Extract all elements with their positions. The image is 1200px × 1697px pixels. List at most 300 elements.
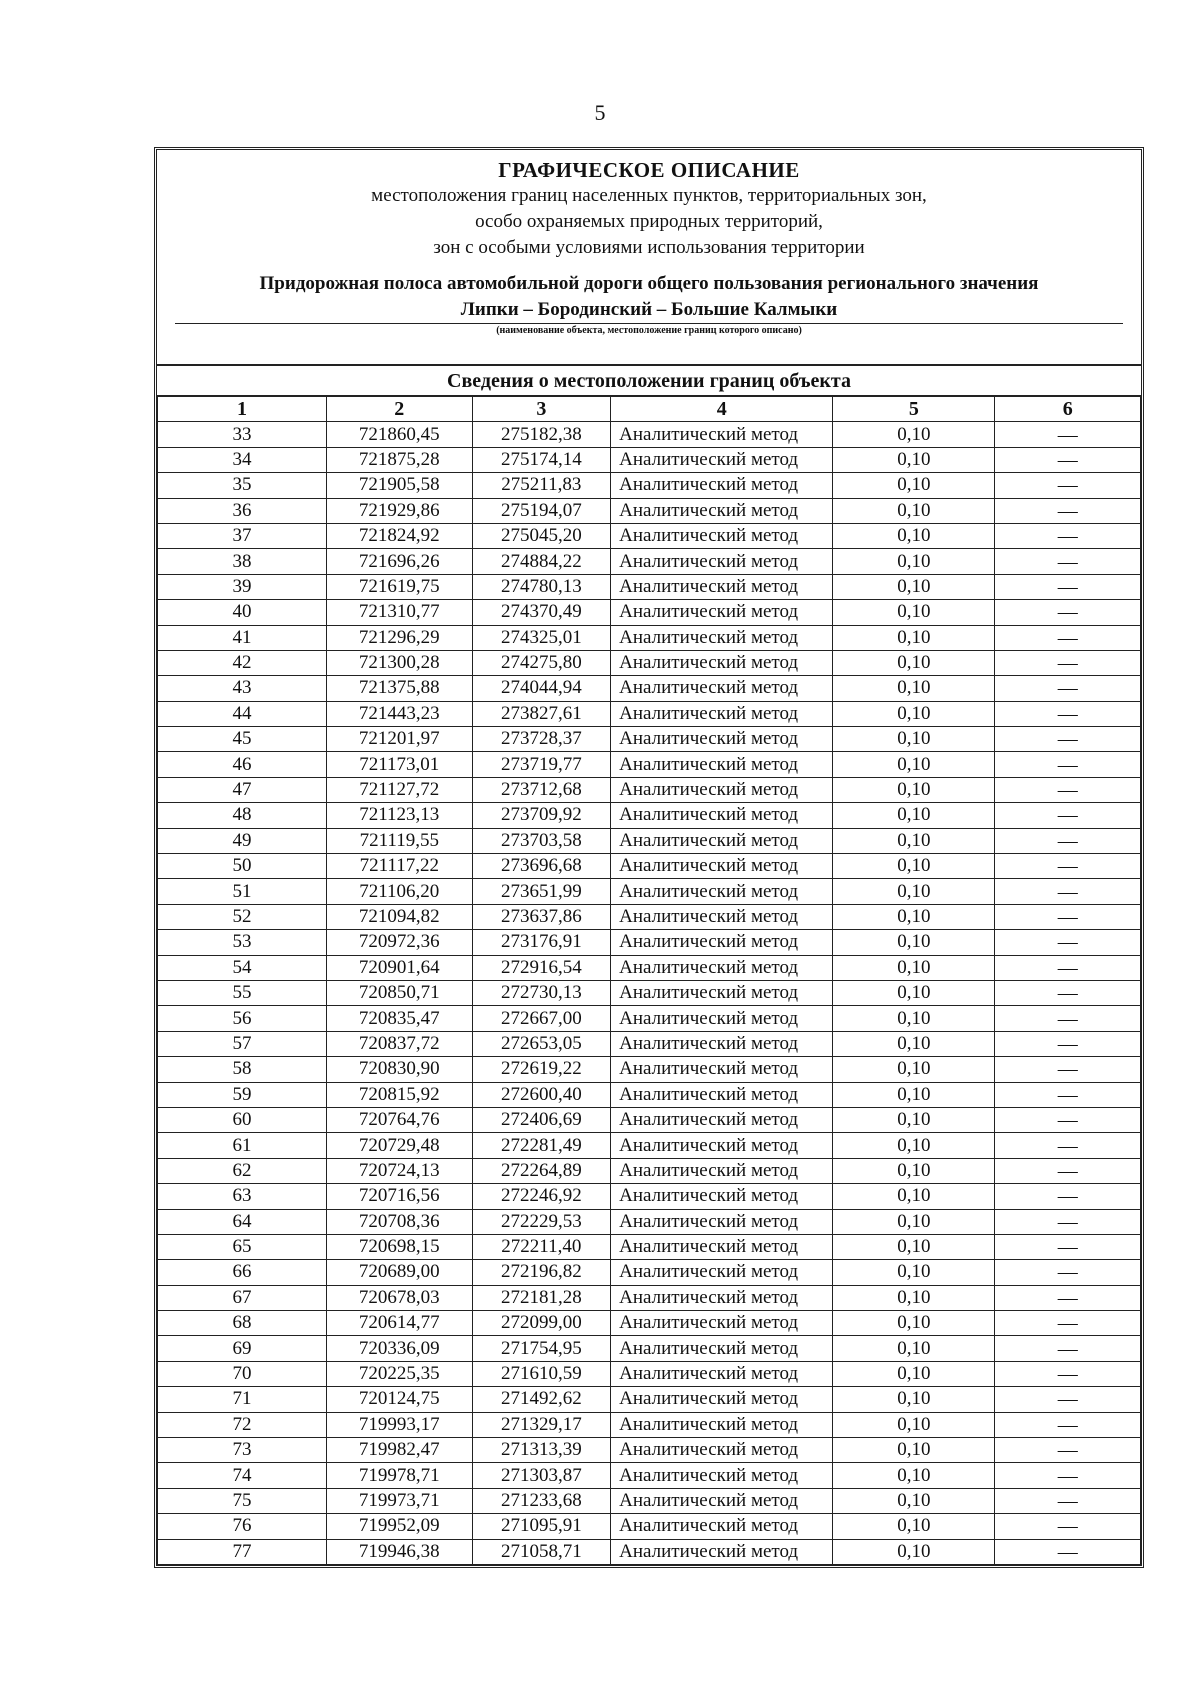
point-number-cell: 45 xyxy=(158,727,327,752)
description-cell: — xyxy=(995,1285,1141,1310)
x-coordinate-cell: 720678,03 xyxy=(327,1285,472,1310)
x-coordinate-cell: 721094,82 xyxy=(327,904,472,929)
method-cell: Аналитический метод xyxy=(611,1438,833,1463)
accuracy-cell: 0,10 xyxy=(833,1438,995,1463)
accuracy-cell: 0,10 xyxy=(833,980,995,1005)
x-coordinate-cell: 720837,72 xyxy=(327,1031,472,1056)
description-cell: — xyxy=(995,1006,1141,1031)
table-row xyxy=(158,828,1141,853)
point-number-cell: 66 xyxy=(158,1260,327,1285)
table-row xyxy=(158,1311,1141,1336)
method-cell: Аналитический метод xyxy=(611,1209,833,1234)
method-cell: Аналитический метод xyxy=(611,904,833,929)
method-cell: Аналитический метод xyxy=(611,1031,833,1056)
accuracy-cell: 0,10 xyxy=(833,1158,995,1183)
y-coordinate-cell: 271058,71 xyxy=(472,1539,611,1564)
column-header: 1 xyxy=(158,396,327,422)
table-row xyxy=(158,904,1141,929)
y-coordinate-cell: 271329,17 xyxy=(472,1412,611,1437)
y-coordinate-cell: 272406,69 xyxy=(472,1107,611,1132)
x-coordinate-cell: 721127,72 xyxy=(327,777,472,802)
y-coordinate-cell: 273719,77 xyxy=(472,752,611,777)
y-coordinate-cell: 273651,99 xyxy=(472,879,611,904)
document-title: ГРАФИЧЕСКОЕ ОПИСАНИЕ xyxy=(498,158,800,182)
method-cell: Аналитический метод xyxy=(611,422,833,447)
method-cell: Аналитический метод xyxy=(611,473,833,498)
table-row xyxy=(158,1463,1141,1488)
method-cell: Аналитический метод xyxy=(611,980,833,1005)
point-number-cell: 35 xyxy=(158,473,327,498)
x-coordinate-cell: 721173,01 xyxy=(327,752,472,777)
method-cell: Аналитический метод xyxy=(611,1234,833,1259)
method-cell: Аналитический метод xyxy=(611,1133,833,1158)
table-row xyxy=(158,1285,1141,1310)
table-row xyxy=(158,1082,1141,1107)
description-cell: — xyxy=(995,980,1141,1005)
column-header: 4 xyxy=(611,396,833,422)
x-coordinate-cell: 720336,09 xyxy=(327,1336,472,1361)
point-number-cell: 44 xyxy=(158,701,327,726)
point-number-cell: 72 xyxy=(158,1412,327,1437)
x-coordinate-cell: 721875,28 xyxy=(327,447,472,472)
column-header: 2 xyxy=(327,396,472,422)
method-cell: Аналитический метод xyxy=(611,523,833,548)
method-cell: Аналитический метод xyxy=(611,727,833,752)
accuracy-cell: 0,10 xyxy=(833,1260,995,1285)
x-coordinate-cell: 720614,77 xyxy=(327,1311,472,1336)
method-cell: Аналитический метод xyxy=(611,701,833,726)
method-cell: Аналитический метод xyxy=(611,1082,833,1107)
x-coordinate-cell: 720724,13 xyxy=(327,1158,472,1183)
point-number-cell: 74 xyxy=(158,1463,327,1488)
x-coordinate-cell: 721619,75 xyxy=(327,574,472,599)
table-row xyxy=(158,447,1141,472)
y-coordinate-cell: 273827,61 xyxy=(472,701,611,726)
accuracy-cell: 0,10 xyxy=(833,1184,995,1209)
table-row xyxy=(158,854,1141,879)
subtitle-line-1: местоположения границ населенных пунктов, территориальных зон, xyxy=(371,185,927,206)
accuracy-cell: 0,10 xyxy=(833,422,995,447)
description-cell: — xyxy=(995,904,1141,929)
object-name-underline xyxy=(175,297,1123,324)
description-cell: — xyxy=(995,1412,1141,1437)
method-cell: Аналитический метод xyxy=(611,1336,833,1361)
column-header: 6 xyxy=(995,396,1141,422)
x-coordinate-cell: 721296,29 xyxy=(327,625,472,650)
accuracy-cell: 0,10 xyxy=(833,1311,995,1336)
y-coordinate-cell: 272264,89 xyxy=(472,1158,611,1183)
y-coordinate-cell: 272730,13 xyxy=(472,980,611,1005)
accuracy-cell: 0,10 xyxy=(833,1133,995,1158)
point-number-cell: 61 xyxy=(158,1133,327,1158)
method-cell: Аналитический метод xyxy=(611,879,833,904)
y-coordinate-cell: 275211,83 xyxy=(472,473,611,498)
table-row xyxy=(158,1184,1141,1209)
object-name-line-2: Липки – Бородинский – Большие Калмыки xyxy=(460,299,838,320)
accuracy-cell: 0,10 xyxy=(833,1488,995,1513)
point-number-cell: 38 xyxy=(158,549,327,574)
accuracy-cell: 0,10 xyxy=(833,1031,995,1056)
method-cell: Аналитический метод xyxy=(611,1539,833,1564)
description-cell: — xyxy=(995,1234,1141,1259)
x-coordinate-cell: 720972,36 xyxy=(327,930,472,955)
table-row xyxy=(158,930,1141,955)
description-cell: — xyxy=(995,549,1141,574)
point-number-cell: 43 xyxy=(158,676,327,701)
table-row xyxy=(158,803,1141,828)
description-cell: — xyxy=(995,854,1141,879)
table-row xyxy=(158,879,1141,904)
y-coordinate-cell: 271095,91 xyxy=(472,1514,611,1539)
method-cell: Аналитический метод xyxy=(611,549,833,574)
method-cell: Аналитический метод xyxy=(611,930,833,955)
y-coordinate-cell: 273709,92 xyxy=(472,803,611,828)
accuracy-cell: 0,10 xyxy=(833,625,995,650)
table-row xyxy=(158,1336,1141,1361)
x-coordinate-cell: 721123,13 xyxy=(327,803,472,828)
point-number-cell: 67 xyxy=(158,1285,327,1310)
accuracy-cell: 0,10 xyxy=(833,473,995,498)
x-coordinate-cell: 721201,97 xyxy=(327,727,472,752)
accuracy-cell: 0,10 xyxy=(833,727,995,752)
column-header: 3 xyxy=(472,396,611,422)
subtitle-line-3: зон с особыми условиями использования территории xyxy=(433,237,865,258)
method-cell: Аналитический метод xyxy=(611,803,833,828)
accuracy-cell: 0,10 xyxy=(833,1361,995,1386)
method-cell: Аналитический метод xyxy=(611,1387,833,1412)
table-row xyxy=(158,574,1141,599)
table-row xyxy=(158,1539,1141,1564)
y-coordinate-cell: 274275,80 xyxy=(472,650,611,675)
point-number-cell: 46 xyxy=(158,752,327,777)
document-frame xyxy=(154,147,1144,1568)
point-number-cell: 71 xyxy=(158,1387,327,1412)
method-cell: Аналитический метод xyxy=(611,1488,833,1513)
y-coordinate-cell: 275174,14 xyxy=(472,447,611,472)
x-coordinate-cell: 721443,23 xyxy=(327,701,472,726)
accuracy-cell: 0,10 xyxy=(833,854,995,879)
description-cell: — xyxy=(995,523,1141,548)
table-row xyxy=(158,1107,1141,1132)
table-row xyxy=(158,498,1141,523)
x-coordinate-cell: 720225,35 xyxy=(327,1361,472,1386)
accuracy-cell: 0,10 xyxy=(833,828,995,853)
table-row xyxy=(158,701,1141,726)
accuracy-cell: 0,10 xyxy=(833,1082,995,1107)
point-number-cell: 68 xyxy=(158,1311,327,1336)
method-cell: Аналитический метод xyxy=(611,777,833,802)
point-number-cell: 39 xyxy=(158,574,327,599)
y-coordinate-cell: 274370,49 xyxy=(472,600,611,625)
y-coordinate-cell: 272196,82 xyxy=(472,1260,611,1285)
point-number-cell: 42 xyxy=(158,650,327,675)
x-coordinate-cell: 721696,26 xyxy=(327,549,472,574)
x-coordinate-cell: 720764,76 xyxy=(327,1107,472,1132)
accuracy-cell: 0,10 xyxy=(833,650,995,675)
description-cell: — xyxy=(995,422,1141,447)
table-row xyxy=(158,1057,1141,1082)
x-coordinate-cell: 721375,88 xyxy=(327,676,472,701)
accuracy-cell: 0,10 xyxy=(833,701,995,726)
accuracy-cell: 0,10 xyxy=(833,752,995,777)
point-number-cell: 51 xyxy=(158,879,327,904)
x-coordinate-cell: 720830,90 xyxy=(327,1057,472,1082)
table-row xyxy=(158,1031,1141,1056)
method-cell: Аналитический метод xyxy=(611,752,833,777)
method-cell: Аналитический метод xyxy=(611,1260,833,1285)
table-row xyxy=(158,523,1141,548)
accuracy-cell: 0,10 xyxy=(833,879,995,904)
x-coordinate-cell: 721310,77 xyxy=(327,600,472,625)
y-coordinate-cell: 272099,00 xyxy=(472,1311,611,1336)
y-coordinate-cell: 272229,53 xyxy=(472,1209,611,1234)
point-number-cell: 49 xyxy=(158,828,327,853)
point-number-cell: 56 xyxy=(158,1006,327,1031)
accuracy-cell: 0,10 xyxy=(833,1057,995,1082)
method-cell: Аналитический метод xyxy=(611,854,833,879)
x-coordinate-cell: 720124,75 xyxy=(327,1387,472,1412)
x-coordinate-cell: 720729,48 xyxy=(327,1133,472,1158)
description-cell: — xyxy=(995,1311,1141,1336)
point-number-cell: 77 xyxy=(158,1539,327,1564)
point-number-cell: 65 xyxy=(158,1234,327,1259)
point-number-cell: 64 xyxy=(158,1209,327,1234)
x-coordinate-cell: 721119,55 xyxy=(327,828,472,853)
accuracy-cell: 0,10 xyxy=(833,1412,995,1437)
y-coordinate-cell: 273703,58 xyxy=(472,828,611,853)
x-coordinate-cell: 720716,56 xyxy=(327,1184,472,1209)
accuracy-cell: 0,10 xyxy=(833,1209,995,1234)
y-coordinate-cell: 275194,07 xyxy=(472,498,611,523)
description-cell: — xyxy=(995,1361,1141,1386)
x-coordinate-cell: 720698,15 xyxy=(327,1234,472,1259)
coordinates-table xyxy=(157,395,1141,1565)
point-number-cell: 75 xyxy=(158,1488,327,1513)
x-coordinate-cell: 720850,71 xyxy=(327,980,472,1005)
description-cell: — xyxy=(995,1107,1141,1132)
point-number-cell: 60 xyxy=(158,1107,327,1132)
table-row xyxy=(158,549,1141,574)
table-row xyxy=(158,650,1141,675)
description-cell: — xyxy=(995,828,1141,853)
accuracy-cell: 0,10 xyxy=(833,803,995,828)
method-cell: Аналитический метод xyxy=(611,1514,833,1539)
description-cell: — xyxy=(995,727,1141,752)
x-coordinate-cell: 720689,00 xyxy=(327,1260,472,1285)
x-coordinate-cell: 720708,36 xyxy=(327,1209,472,1234)
accuracy-cell: 0,10 xyxy=(833,1463,995,1488)
x-coordinate-cell: 719952,09 xyxy=(327,1514,472,1539)
table-row xyxy=(158,727,1141,752)
method-cell: Аналитический метод xyxy=(611,1057,833,1082)
x-coordinate-cell: 721117,22 xyxy=(327,854,472,879)
y-coordinate-cell: 271303,87 xyxy=(472,1463,611,1488)
y-coordinate-cell: 272619,22 xyxy=(472,1057,611,1082)
point-number-cell: 34 xyxy=(158,447,327,472)
y-coordinate-cell: 275045,20 xyxy=(472,523,611,548)
point-number-cell: 63 xyxy=(158,1184,327,1209)
x-coordinate-cell: 719946,38 xyxy=(327,1539,472,1564)
x-coordinate-cell: 721300,28 xyxy=(327,650,472,675)
table-row xyxy=(158,1514,1141,1539)
y-coordinate-cell: 272600,40 xyxy=(472,1082,611,1107)
method-cell: Аналитический метод xyxy=(611,1285,833,1310)
method-cell: Аналитический метод xyxy=(611,1412,833,1437)
description-cell: — xyxy=(995,447,1141,472)
accuracy-cell: 0,10 xyxy=(833,904,995,929)
table-row xyxy=(158,1488,1141,1513)
section-title: Сведения о местоположении границ объекта xyxy=(157,364,1141,395)
accuracy-cell: 0,10 xyxy=(833,1285,995,1310)
table-row xyxy=(158,1209,1141,1234)
accuracy-cell: 0,10 xyxy=(833,955,995,980)
accuracy-cell: 0,10 xyxy=(833,777,995,802)
description-cell: — xyxy=(995,1488,1141,1513)
x-coordinate-cell: 719973,71 xyxy=(327,1488,472,1513)
table-row xyxy=(158,1260,1141,1285)
accuracy-cell: 0,10 xyxy=(833,574,995,599)
description-cell: — xyxy=(995,752,1141,777)
page-number: 5 xyxy=(594,100,606,125)
method-cell: Аналитический метод xyxy=(611,574,833,599)
y-coordinate-cell: 271313,39 xyxy=(472,1438,611,1463)
accuracy-cell: 0,10 xyxy=(833,930,995,955)
y-coordinate-cell: 272916,54 xyxy=(472,955,611,980)
point-number-cell: 70 xyxy=(158,1361,327,1386)
x-coordinate-cell: 719982,47 xyxy=(327,1438,472,1463)
point-number-cell: 52 xyxy=(158,904,327,929)
table-row xyxy=(158,676,1141,701)
table-row xyxy=(158,752,1141,777)
table-row xyxy=(158,1006,1141,1031)
description-cell: — xyxy=(995,1209,1141,1234)
y-coordinate-cell: 274780,13 xyxy=(472,574,611,599)
point-number-cell: 55 xyxy=(158,980,327,1005)
point-number-cell: 37 xyxy=(158,523,327,548)
method-cell: Аналитический метод xyxy=(611,1006,833,1031)
accuracy-cell: 0,10 xyxy=(833,676,995,701)
point-number-cell: 48 xyxy=(158,803,327,828)
y-coordinate-cell: 275182,38 xyxy=(472,422,611,447)
x-coordinate-cell: 721824,92 xyxy=(327,523,472,548)
description-cell: — xyxy=(995,1031,1141,1056)
table-row xyxy=(158,1234,1141,1259)
y-coordinate-cell: 273637,86 xyxy=(472,904,611,929)
object-name-line-1: Придорожная полоса автомобильной дороги общего пользования регионального значения xyxy=(259,273,1039,294)
description-cell: — xyxy=(995,1082,1141,1107)
x-coordinate-cell: 721106,20 xyxy=(327,879,472,904)
description-cell: — xyxy=(995,600,1141,625)
document-header xyxy=(157,150,1141,342)
x-coordinate-cell: 719993,17 xyxy=(327,1412,472,1437)
x-coordinate-cell: 720901,64 xyxy=(327,955,472,980)
description-cell: — xyxy=(995,1336,1141,1361)
method-cell: Аналитический метод xyxy=(611,498,833,523)
table-row xyxy=(158,1361,1141,1386)
y-coordinate-cell: 273176,91 xyxy=(472,930,611,955)
point-number-cell: 73 xyxy=(158,1438,327,1463)
point-number-cell: 62 xyxy=(158,1158,327,1183)
table-row xyxy=(158,600,1141,625)
column-header: 5 xyxy=(833,396,995,422)
method-cell: Аналитический метод xyxy=(611,1311,833,1336)
point-number-cell: 76 xyxy=(158,1514,327,1539)
y-coordinate-cell: 271610,59 xyxy=(472,1361,611,1386)
table-row xyxy=(158,422,1141,447)
method-cell: Аналитический метод xyxy=(611,625,833,650)
description-cell: — xyxy=(995,879,1141,904)
table-row xyxy=(158,980,1141,1005)
description-cell: — xyxy=(995,930,1141,955)
y-coordinate-cell: 271233,68 xyxy=(472,1488,611,1513)
table-row xyxy=(158,625,1141,650)
x-coordinate-cell: 721905,58 xyxy=(327,473,472,498)
description-cell: — xyxy=(995,1260,1141,1285)
point-number-cell: 58 xyxy=(158,1057,327,1082)
table-row xyxy=(158,1133,1141,1158)
accuracy-cell: 0,10 xyxy=(833,498,995,523)
y-coordinate-cell: 271492,62 xyxy=(472,1387,611,1412)
x-coordinate-cell: 721929,86 xyxy=(327,498,472,523)
method-cell: Аналитический метод xyxy=(611,447,833,472)
accuracy-cell: 0,10 xyxy=(833,1539,995,1564)
point-number-cell: 53 xyxy=(158,930,327,955)
x-coordinate-cell: 721860,45 xyxy=(327,422,472,447)
method-cell: Аналитический метод xyxy=(611,1463,833,1488)
description-cell: — xyxy=(995,955,1141,980)
table-row xyxy=(158,1387,1141,1412)
description-cell: — xyxy=(995,1387,1141,1412)
description-cell: — xyxy=(995,676,1141,701)
method-cell: Аналитический метод xyxy=(611,676,833,701)
description-cell: — xyxy=(995,701,1141,726)
point-number-cell: 47 xyxy=(158,777,327,802)
method-cell: Аналитический метод xyxy=(611,955,833,980)
accuracy-cell: 0,10 xyxy=(833,1107,995,1132)
y-coordinate-cell: 272667,00 xyxy=(472,1006,611,1031)
description-cell: — xyxy=(995,1463,1141,1488)
point-number-cell: 69 xyxy=(158,1336,327,1361)
y-coordinate-cell: 274884,22 xyxy=(472,549,611,574)
x-coordinate-cell: 719978,71 xyxy=(327,1463,472,1488)
y-coordinate-cell: 272653,05 xyxy=(472,1031,611,1056)
table-row xyxy=(158,1412,1141,1437)
description-cell: — xyxy=(995,777,1141,802)
method-cell: Аналитический метод xyxy=(611,828,833,853)
table-row xyxy=(158,1438,1141,1463)
accuracy-cell: 0,10 xyxy=(833,1006,995,1031)
point-number-cell: 40 xyxy=(158,600,327,625)
accuracy-cell: 0,10 xyxy=(833,1514,995,1539)
method-cell: Аналитический метод xyxy=(611,600,833,625)
table-body xyxy=(158,422,1141,1565)
point-number-cell: 41 xyxy=(158,625,327,650)
point-number-cell: 50 xyxy=(158,854,327,879)
y-coordinate-cell: 271754,95 xyxy=(472,1336,611,1361)
y-coordinate-cell: 273712,68 xyxy=(472,777,611,802)
table-header-row xyxy=(158,396,1141,422)
y-coordinate-cell: 274044,94 xyxy=(472,676,611,701)
description-cell: — xyxy=(995,574,1141,599)
description-cell: — xyxy=(995,650,1141,675)
y-coordinate-cell: 272211,40 xyxy=(472,1234,611,1259)
description-cell: — xyxy=(995,498,1141,523)
description-cell: — xyxy=(995,473,1141,498)
point-number-cell: 57 xyxy=(158,1031,327,1056)
accuracy-cell: 0,10 xyxy=(833,447,995,472)
table-row xyxy=(158,1158,1141,1183)
subtitle-line-2: особо охраняемых природных территорий, xyxy=(475,211,823,232)
